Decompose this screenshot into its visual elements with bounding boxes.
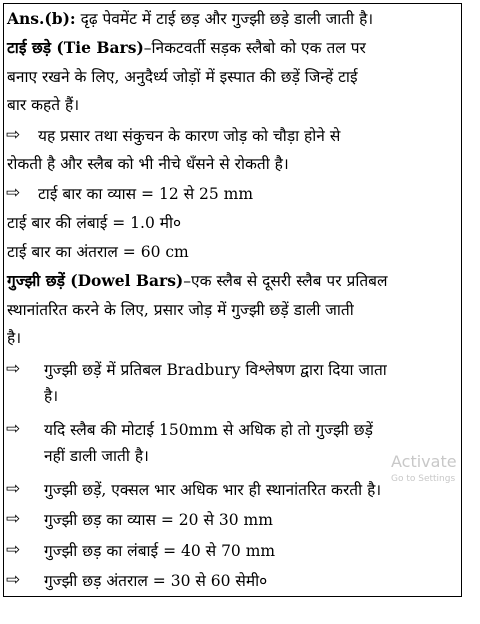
tie-bars-def-line2: बनाए रखने के लिए, अनुदैर्ध्य जोड़ों में इस्पात की छड़ें जिन्हें टाई <box>7 68 358 86</box>
tie-point1-line2: रोकती है और स्लैब को भी नीचे धँसने से रोकती है। <box>7 155 289 173</box>
arrow-icon: ⇨ <box>6 419 21 439</box>
tie-bars-def-line1: –निकटवर्ती सड़क स्लैबो को एक तल पर <box>143 39 366 57</box>
dowel-def-line3: है। <box>7 329 22 347</box>
tie-bars-def-line3: बार कहते हैं। <box>7 96 80 114</box>
dowel-point5-line1: गुज्झी छड़ का लंबाई = 40 से 70 mm <box>44 542 276 560</box>
dowel-point2-line1: यदि स्लैब की मोटाई 150mm से अधिक हो तो गुज्झी छड़ें <box>44 421 373 439</box>
answer-statement: दृढ़ पेवमेंट में टाई छड़ और गुज्झी छड़े डाली जाती है। <box>80 10 374 28</box>
arrow-icon: ⇨ <box>6 125 21 145</box>
arrow-icon: ⇨ <box>6 509 21 529</box>
dowel-point6-line1: गुज्झी छड़ अंतराल = 30 से 60 सेमी० <box>44 572 268 590</box>
answer-label: Ans.(b): <box>7 9 76 28</box>
dowel-point1-line2: है। <box>44 387 59 405</box>
dowel-def-line1: –एक स्लैब से दूसरी स्लैब पर प्रतिबल <box>183 272 388 290</box>
arrow-icon: ⇨ <box>6 479 21 499</box>
tie-length: टाई बार की लंबाई = 1.0 मी० <box>7 214 182 232</box>
dowel-point3-line1: गुज्झी छड़ें, एक्सल भार अधिक भार ही स्थानांतरित करती है। <box>44 481 382 499</box>
watermark-line1: Activate <box>391 452 457 471</box>
dowel-def-line2: स्थानांतरित करने के लिए, प्रसार जोड़ में गुज्झी छड़ें डाली जाती <box>7 301 354 319</box>
tie-bars-heading: टाई छड़े (Tie Bars) <box>7 38 144 57</box>
arrow-icon: ⇨ <box>6 183 21 203</box>
answer-line <box>7 9 373 29</box>
arrow-icon: ⇨ <box>6 359 21 379</box>
tie-bars-heading-line <box>7 38 366 58</box>
tie-diameter: टाई बार का व्यास = 12 से 25 mm <box>38 185 254 203</box>
tie-point1-line1: यह प्रसार तथा संकुचन के कारण जोड़ को चौड़ा होने से <box>38 127 341 145</box>
dowel-point4-line1: गुज्झी छड़ का व्यास = 20 से 30 mm <box>44 511 273 529</box>
arrow-icon: ⇨ <box>6 570 21 590</box>
watermark-line2: Go to Settings <box>391 474 456 484</box>
dowel-heading: गुज्झी छड़ें (Dowel Bars) <box>7 271 184 290</box>
tie-spacing: टाई बार का अंतराल = 60 cm <box>7 243 189 261</box>
arrow-icon: ⇨ <box>6 540 21 560</box>
dowel-point2-line2: नहीं डाली जाती है। <box>44 447 149 465</box>
dowel-point1-line1: गुज्झी छड़ें में प्रतिबल Bradbury विश्लेषण द्वारा दिया जाता <box>44 361 387 379</box>
dowel-heading-line <box>7 271 388 291</box>
